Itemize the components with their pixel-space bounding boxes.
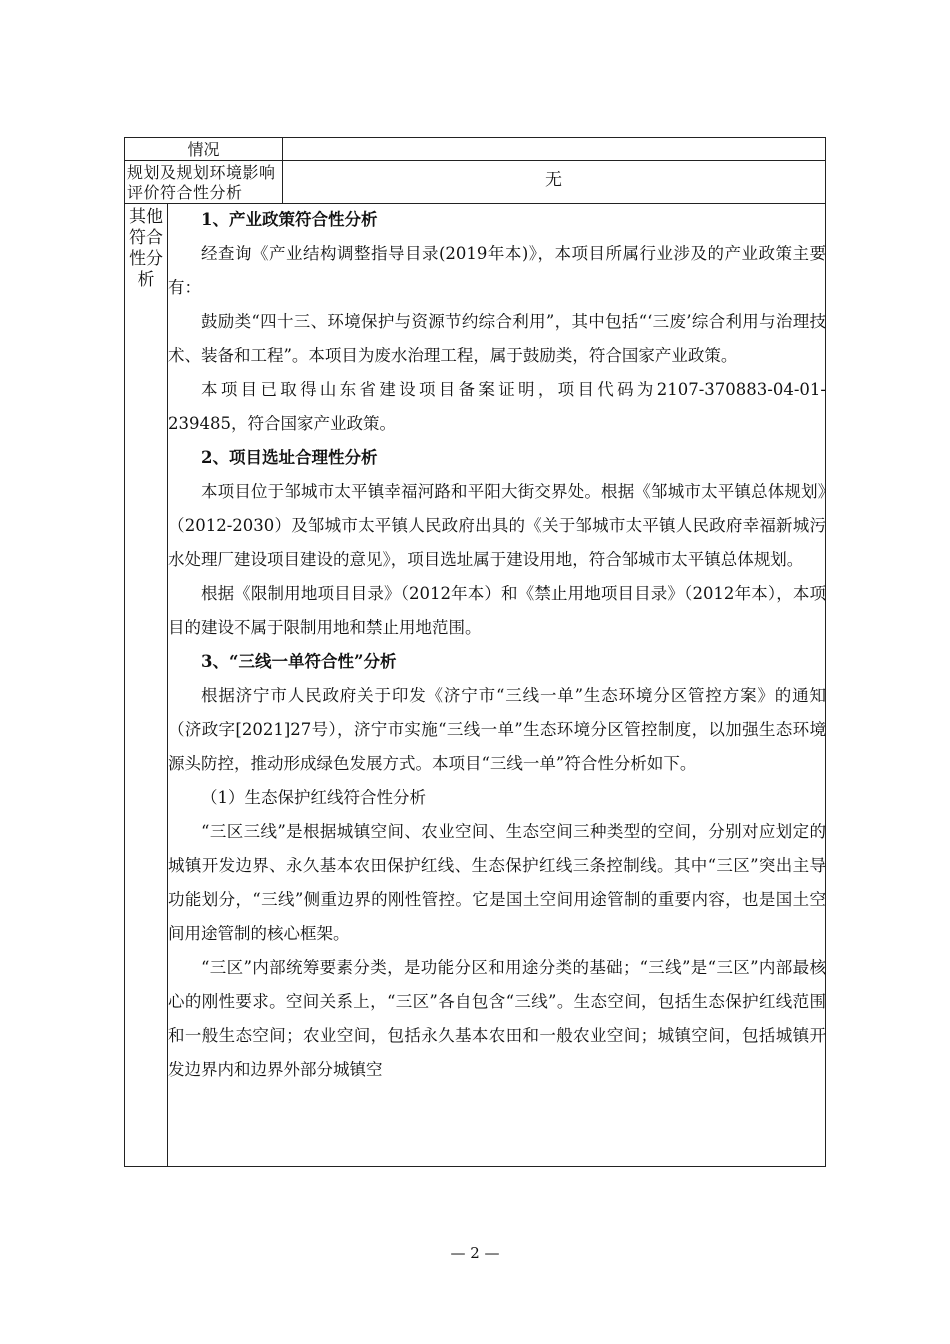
paragraph: 根据济宁市人民政府关于印发《济宁市“三线一单”生态环境分区管控方案》的通知（济政字[2021]27号），济宁市实施“三线一单”生态环境分区管控制度，以加强生态环境源头防控，推动形成绿色发展方式。本项目“三线一单”符合性分析如下。	[168, 686, 826, 773]
paragraph: “三区三线”是根据城镇空间、农业空间、生态空间三种类型的空间，分别对应划定的城镇开发边界、永久基本农田保护红线、生态保护红线三条控制线。其中“三区”突出主导功能划分，“三线”侧重边界的刚性管控。它是国土空间用途管制的重要内容，也是国土空间用途管制的核心框架。	[168, 822, 826, 943]
paragraph: 根据《限制用地项目目录》（2012年本）和《禁止用地项目目录》（2012年本），本项目的建设不属于限制用地和禁止用地范围。	[168, 584, 826, 637]
paragraph: “三区”内部统筹要素分类，是功能分区和用途分类的基础；“三线”是“三区”内部最核心的刚性要求。空间关系上，“三区”各自包含“三线”。生态空间，包括生态保护红线范围和一般生态空间；农业空间，包括永久基本农田和一般农业空间；城镇空间，包括城镇开发边界内和边界外部分城镇空	[168, 958, 826, 1079]
row-divider	[125, 160, 825, 161]
paragraph: 本项目位于邹城市太平镇幸福河路和平阳大街交界处。根据《邹城市太平镇总体规划》（2012-2030）及邹城市太平镇人民政府出具的《关于邹城市太平镇人民政府幸福新城污水处理厂建设项目建设的意见》，项目选址属于建设用地，符合邹城市太平镇总体规划。	[168, 482, 826, 569]
row3-label: 其他符合性分析	[129, 207, 163, 290]
paragraph: 鼓励类“四十三、环境保护与资源节约综合利用”，其中包括“‘三废’综合利用与治理技术、装备和工程”。本项目为废水治理工程，属于鼓励类，符合国家产业政策。	[168, 312, 826, 365]
analysis-content	[168, 203, 826, 1087]
section-heading: 2、项目选址合理性分析	[201, 448, 378, 467]
section-heading: 3、“三线一单符合性”分析	[201, 652, 397, 671]
subheading: （1）生态保护红线符合性分析	[201, 788, 426, 807]
row1-label: 情况	[187, 140, 220, 159]
page-number: — 2 —	[450, 1244, 500, 1262]
paragraph: 经查询《产业结构调整指导目录(2019年本)》，本项目所属行业涉及的产业政策主要有：	[168, 244, 826, 297]
row2-label: 规划及规划环境影响评价符合性分析	[127, 163, 276, 202]
section-heading: 1、产业政策符合性分析	[201, 210, 378, 229]
row2-value: 无	[545, 170, 562, 190]
paragraph: 本项目已取得山东省建设项目备案证明，项目代码为2107-370883-04-01-239485，符合国家产业政策。	[168, 380, 826, 433]
